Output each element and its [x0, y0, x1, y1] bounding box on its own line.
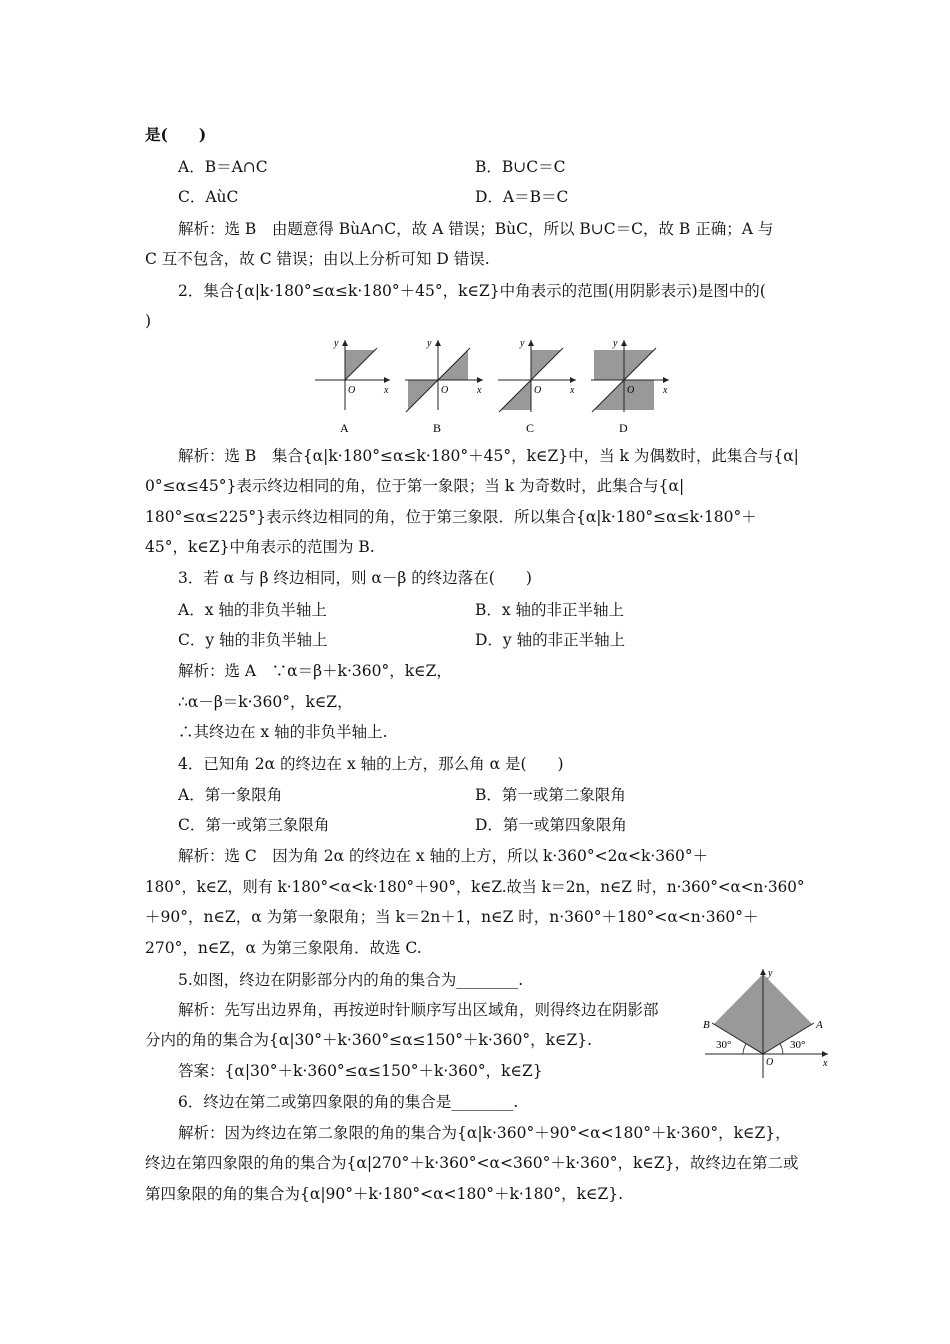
q5-x-arrow	[822, 1051, 828, 1057]
q2-analysis-line-4: 45°，k∈Z}中角表示的范围为 B.	[145, 538, 375, 556]
q6-analysis-line-2: 终边在第四象限的角的集合为{α|270°＋k·360°<α<360°＋k·360°，k∈Z}，故终边在第二或	[145, 1154, 799, 1172]
q5-stem: 5.如图，终边在阴影部分内的角的集合为________.	[178, 971, 524, 989]
figure-d-x-arrow	[663, 377, 669, 383]
q5-arc-left	[743, 1044, 746, 1054]
figure-b-y-label: y	[427, 338, 432, 349]
q5-y-label: y	[768, 968, 773, 979]
q1-tail: 是( )	[145, 125, 207, 144]
q3-analysis-line-1: 解析：选 A ∵α＝β＋k·360°，k∈Z，	[178, 662, 452, 680]
figure-d-origin: O	[627, 385, 635, 396]
q2-analysis-line-2: 0°≤α≤45°}表示终边相同的角，位于第一象限；当 k 为奇数时，此集合与{α|	[145, 477, 685, 495]
q2-stem-line-2: )	[145, 312, 152, 330]
figure-d-y-arrow	[621, 340, 627, 346]
q1-option-d: D．A＝B＝C	[475, 188, 569, 206]
figure-c-y-arrow	[528, 340, 534, 346]
q4-analysis-line-3: ＋90°，n∈Z，α 为第一象限角；当 k＝2n＋1，n∈Z 时，n·360°＋180°<α<n·360°＋	[145, 908, 759, 926]
figure-a-x-label: x	[384, 385, 389, 396]
q5-label-b: B	[703, 1019, 710, 1031]
q4-option-a: A．第一象限角	[178, 786, 283, 804]
q5-origin: O	[766, 1057, 774, 1068]
q6-analysis-line-3: 第四象限的角的集合为{α|90°＋k·180°<α<180°＋k·180°，k∈Z}.	[145, 1185, 624, 1203]
figure-b-y-arrow	[435, 340, 441, 346]
q4-option-b: B．第一或第二象限角	[475, 786, 626, 804]
q1-analysis-line-2: C 互不包含，故 C 错误；由以上分析可知 D 错误.	[145, 250, 490, 268]
q3-option-a: A．x 轴的非负半轴上	[178, 601, 327, 619]
q4-analysis-line-4: 270°，n∈Z，α 为第三象限角．故选 C.	[145, 939, 422, 957]
figure-b-caption: B	[433, 421, 442, 435]
figure-b-x-arrow	[477, 377, 483, 383]
q2-analysis-line-1: 解析：选 B 集合{α|k·180°≤α≤k·180°＋45°，k∈Z}中，当 k 为偶数时，此集合与{α|	[178, 447, 799, 465]
q3-analysis-line-3: ∴其终边在 x 轴的非负半轴上.	[178, 723, 388, 741]
q5-label-a: A	[816, 1019, 823, 1031]
figure-a-x-arrow	[384, 377, 390, 383]
q5-analysis-line-2: 分内的角的集合为{α|30°＋k·360°≤α≤150°＋k·360°，k∈Z}.	[145, 1031, 593, 1049]
figure-b-x-label: x	[477, 385, 482, 396]
figure-d-shade-upper	[594, 350, 624, 380]
q4-stem: 4．已知角 2α 的终边在 x 轴的上方，那么角 α 是( )	[178, 755, 564, 773]
figure-a-caption: A	[340, 421, 349, 435]
q4-analysis-line-2: 180°，k∈Z，则有 k·180°<α<k·180°＋90°，k∈Z.故当 k＝2n，n∈Z 时，n·360°<α<n·360°	[145, 878, 805, 896]
figure-d-caption: D	[619, 421, 628, 435]
q1-analysis-line-1: 解析：选 B 由题意得 BùA∩C，故 A 错误；BùC，所以 B∪C＝C，故 B 正确；A 与	[178, 220, 774, 238]
q5-angle-left: 30°	[716, 1039, 732, 1051]
q5-analysis-line-1: 解析：先写出边界角，再按逆时针顺序写出区域角，则得终边在阴影部	[178, 1001, 659, 1019]
q4-option-d: D．第一或第四象限角	[475, 816, 627, 834]
figure-a-y-arrow	[342, 340, 348, 346]
q2-stem-line-1: 2．集合{α|k·180°≤α≤k·180°＋45°，k∈Z}中角表示的范围(用阴影表示)是图中的(	[178, 282, 766, 300]
figure-d-x-label: x	[663, 385, 668, 396]
q5-y-arrow	[760, 969, 766, 975]
q3-analysis-line-2: ∴α－β＝k·360°，k∈Z，	[178, 693, 353, 711]
q1-option-b: B．B∪C＝C	[475, 158, 566, 176]
figure-d	[591, 338, 669, 435]
q2-figures	[310, 332, 680, 440]
q6-stem: 6．终边在第二或第四象限的角的集合是________.	[178, 1093, 519, 1111]
figure-d-y-label: y	[613, 338, 618, 349]
figure-a-origin: O	[348, 385, 356, 396]
figure-c-origin: O	[534, 385, 542, 396]
q3-option-c: C．y 轴的非负半轴上	[178, 631, 328, 649]
figure-c	[498, 338, 576, 435]
q2-analysis-line-3: 180°≤α≤225°}表示终边相同的角，位于第三象限．所以集合{α|k·180°≤α≤k·180°＋	[145, 508, 757, 526]
figure-a-y-label: y	[334, 338, 339, 349]
q3-stem: 3．若 α 与 β 终边相同，则 α－β 的终边落在( )	[178, 569, 532, 587]
q5-x-label: x	[823, 1058, 828, 1069]
q1-option-c: C．AùC	[178, 188, 239, 206]
q3-option-b: B．x 轴的非正半轴上	[475, 601, 625, 619]
figure-c-caption: C	[526, 421, 535, 435]
q5-arc-right	[780, 1044, 783, 1054]
q1-option-a: A．B＝A∩C	[178, 158, 268, 176]
q5-answer: 答案：{α|30°＋k·360°≤α≤150°＋k·360°，k∈Z}	[178, 1062, 543, 1080]
figure-b-origin: O	[441, 385, 449, 396]
q6-analysis-line-1: 解析：因为终边在第二象限的角的集合为{α|k·360°＋90°<α<180°＋k·360°，k∈Z}，	[178, 1124, 791, 1142]
figure-b	[405, 338, 483, 435]
figure-a	[315, 338, 390, 435]
q5-figure	[700, 966, 835, 1081]
figure-c-x-arrow	[570, 377, 576, 383]
q4-option-c: C．第一或第三象限角	[178, 816, 330, 834]
q3-option-d: D．y 轴的非正半轴上	[475, 631, 626, 649]
q4-analysis-line-1: 解析：选 C 因为角 2α 的终边在 x 轴的上方，所以 k·360°<2α<k·360°＋	[178, 847, 709, 865]
q5-angle-right: 30°	[790, 1039, 806, 1051]
figure-c-y-label: y	[520, 338, 525, 349]
figure-c-x-label: x	[570, 385, 575, 396]
